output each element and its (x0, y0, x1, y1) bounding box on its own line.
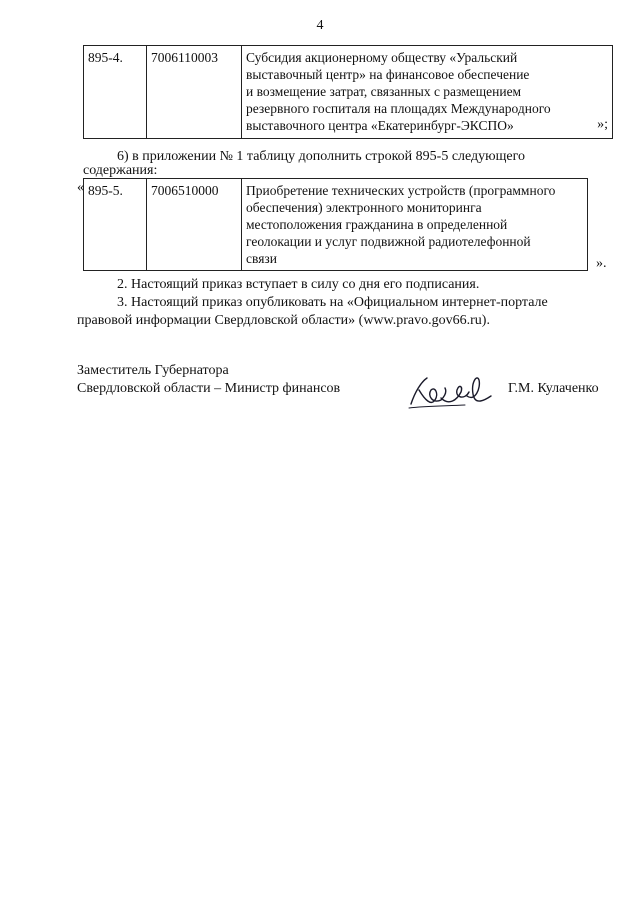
description-line: геолокации и услуг подвижной радиотелефонной (246, 234, 531, 249)
description-line: резервного госпиталя на площадях Международного (246, 101, 551, 116)
table-row (84, 179, 588, 271)
budget-code-cell: 7006510000 (147, 179, 242, 271)
table-row (84, 46, 613, 139)
closing-quote: ». (596, 256, 607, 271)
description-line: выставочный центр» на финансовое обеспечение (246, 67, 530, 82)
signatory-name: Г.М. Кулаченко (508, 381, 599, 396)
paragraph-2: 2. Настоящий приказ вступает в силу со дня его подписания. (117, 277, 480, 292)
paragraph-3-line2: правовой информации Свердловской области» (www.pravo.gov66.ru). (77, 313, 490, 328)
description-line: Субсидия акционерному обществу «Уральский (246, 50, 518, 65)
opening-quote: « (77, 180, 84, 195)
paragraph-3-line1: 3. Настоящий приказ опубликовать на «Официальном интернет-портале (117, 295, 548, 310)
row-description-cell (242, 46, 613, 139)
budget-code-cell: 7006110003 (147, 46, 242, 139)
description-line: обеспечения) электронного мониторинга (246, 200, 482, 215)
description-line: выставочного центра «Екатеринбург-ЭКСПО» (246, 118, 514, 133)
paragraph-6-line1: 6) в приложении № 1 таблицу дополнить строкой 895-5 следующего (117, 149, 526, 164)
description-line: Приобретение технических устройств (программного (246, 183, 556, 198)
description-line: местоположения гражданина в определенной (246, 217, 508, 232)
page-number: 4 (316, 18, 324, 33)
row-description-cell (242, 179, 588, 271)
closing-quote: »; (597, 117, 608, 132)
signatory-title-line1: Заместитель Губернатора (77, 363, 229, 378)
budget-row-895-5 (83, 178, 588, 271)
description-line: связи (246, 251, 277, 266)
row-code-cell: 895-5. (84, 179, 147, 271)
row-code-cell: 895-4. (84, 46, 147, 139)
signatory-title-line2: Свердловской области – Министр финансов (77, 381, 341, 396)
description-line: и возмещение затрат, связанных с размещением (246, 84, 522, 99)
budget-row-895-4 (83, 45, 613, 139)
handwritten-signature (405, 370, 500, 415)
paragraph-6-line2: содержания: (83, 163, 158, 178)
